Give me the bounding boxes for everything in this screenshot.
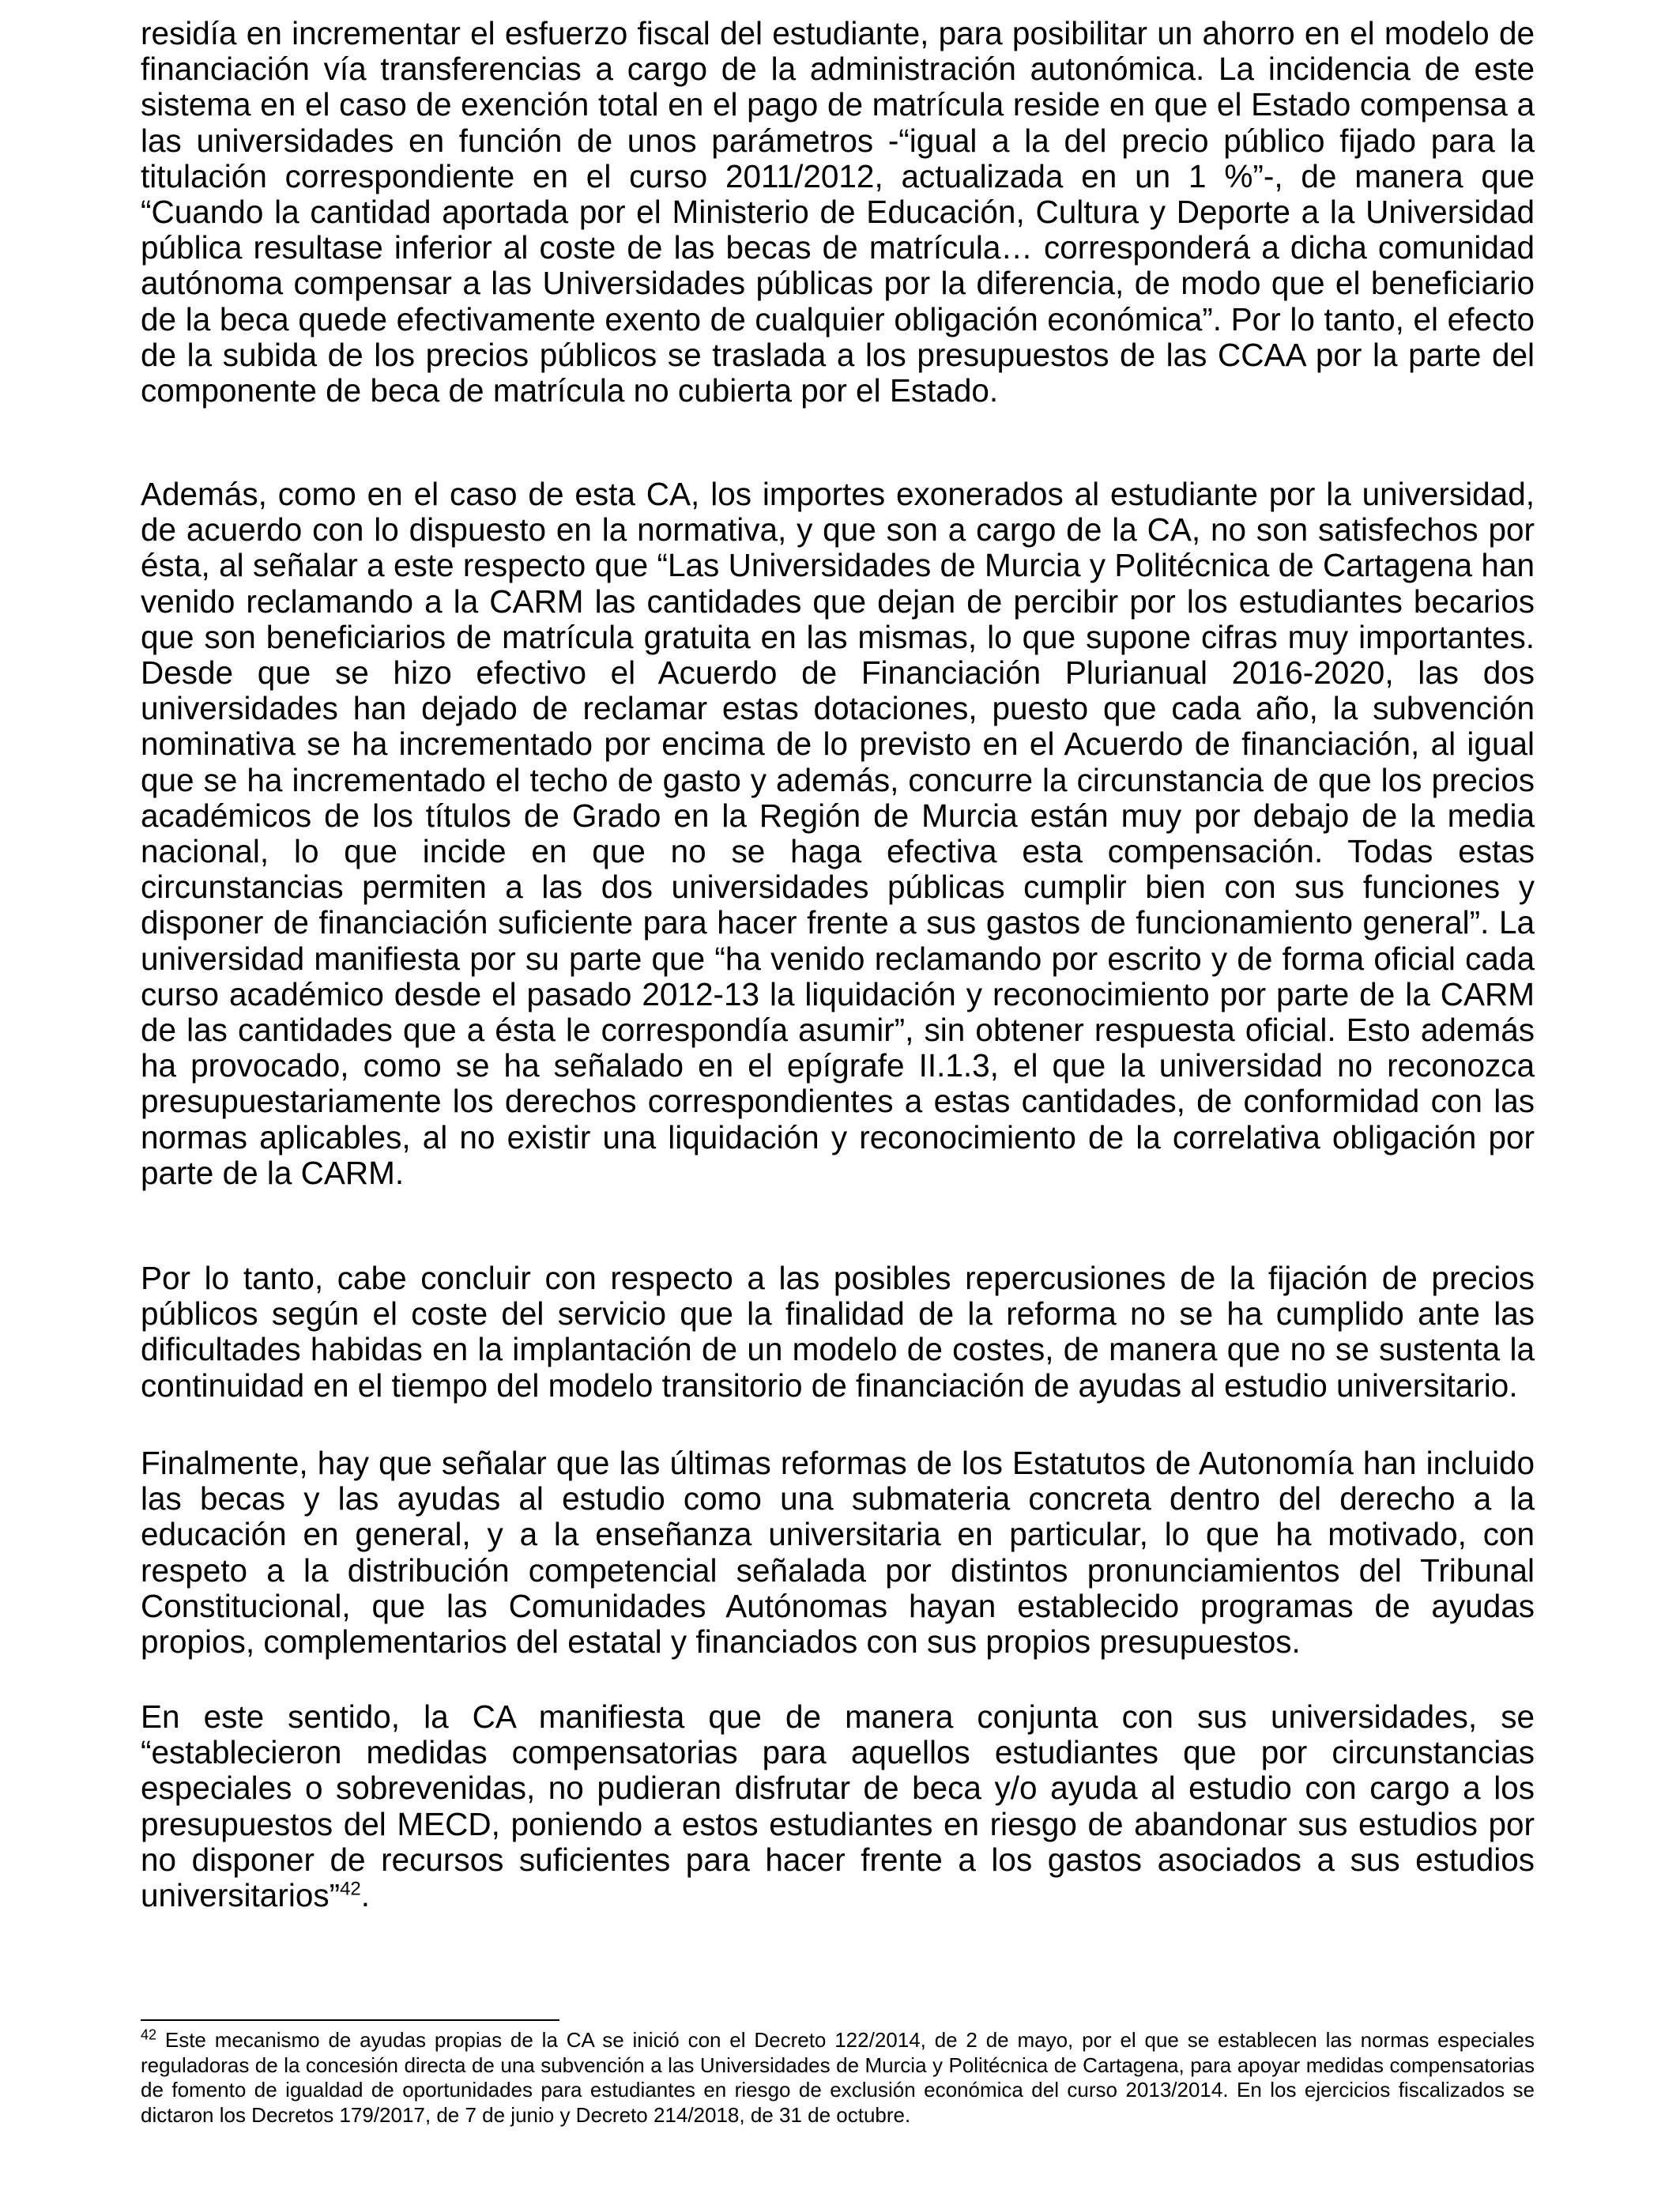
footnote-text: Este mecanismo de ayudas propias de la CA se inició con el Decreto 122/2014, de 2 de mayo, por el que se establecen las normas especiales reguladoras de la concesión directa de una subvención a las Universidades de Murcia y Politécnica de Cartagena, para apoyar medidas compensatorias de fomento de igualdad de oportunidades para estudiantes en riesgo de exclusión económica del curso 2013/2014. En los ejercicios fiscalizados se dictaron los Decretos 179/2017, de 7 de junio y Decreto 214/2018, de 31 de octubre.	[141, 2028, 1535, 2127]
footnote-reference[interactable]: 42	[340, 1878, 361, 1900]
paragraph-5-trailing: .	[360, 1877, 371, 1914]
paragraph-5	[141, 1699, 1535, 1913]
paragraph-1: residía en incrementar el esfuerzo fiscal del estudiante, para posibilitar un ahorro en el modelo de financiación vía transferencias a cargo de la administración autonómica. La incidencia de este sistema en el caso de exención total en el pago de matrícula reside en que el Estado compensa a las universidades en función de unos parámetros -“igual a la del precio público fijado para la titulación correspondiente en el curso 2011/2012, actualizada en un 1 %”-, de manera que “Cuando la cantidad aportada por el Ministerio de Educación, Cultura y Deporte a la Universidad pública resultase inferior al coste de las becas de matrícula… corresponderá a dicha comunidad autónoma compensar a las Universidades públicas por la diferencia, de modo que el beneficiario de la beca quede efectivamente exento de cualquier obligación económica”. Por lo tanto, el efecto de la subida de los precios públicos se traslada a los presupuestos de las CCAA por la parte del componente de beca de matrícula no cubierta por el Estado.	[141, 15, 1535, 409]
paragraph-5-text: En este sentido, la CA manifiesta que de manera conjunta con sus universidades, se “establecieron medidas compensatorias para aquellos estudiantes que por circunstancias especiales o sobrevenidas, no pudieran disfrutar de beca y/o ayuda al estudio con cargo a los presupuestos del MECD, poniendo a estos estudiantes en riesgo de abandonar sus estudios por no disponer de recursos suficientes para hacer frente a los gastos asociados a sus estudios universitarios”	[141, 1698, 1535, 1914]
footnote-separator	[141, 2019, 559, 2021]
paragraph-2: Además, como en el caso de esta CA, los importes exonerados al estudiante por la universidad, de acuerdo con lo dispuesto en la normativa, y que son a cargo de la CA, no son satisfechos por ésta, al señalar a este respecto que “Las Universidades de Murcia y Politécnica de Cartagena han venido reclamando a la CARM las cantidades que dejan de percibir por los estudiantes becarios que son beneficiarios de matrícula gratuita en las mismas, lo que supone cifras muy importantes. Desde que se hizo efectivo el Acuerdo de Financiación Plurianual 2016-2020, las dos universidades han dejado de reclamar estas dotaciones, puesto que cada año, la subvención nominativa se ha incrementado por encima de lo previsto en el Acuerdo de financiación, al igual que se ha incrementado el techo de gasto y además, concurre la circunstancia de que los precios académicos de los títulos de Grado en la Región de Murcia están muy por debajo de la media nacional, lo que incide en que no se haga efectiva esta compensación. Todas estas circunstancias permiten a las dos universidades públicas cumplir bien con sus funciones y disponer de financiación suficiente para hacer frente a sus gastos de funcionamiento general”. La universidad manifiesta por su parte que “ha venido reclamando por escrito y de forma oficial cada curso académico desde el pasado 2012-13 la liquidación y reconocimiento por parte de la CARM de las cantidades que a ésta le correspondía asumir”, sin obtener respuesta oficial. Esto además ha provocado, como se ha señalado en el epígrafe II.1.3, el que la universidad no reconozca presupuestariamente los derechos correspondientes a estas cantidades, de conformidad con las normas aplicables, al no existir una liquidación y reconocimiento de la correlativa obligación por parte de la CARM.	[141, 476, 1535, 1191]
footnote-number: 42	[141, 2026, 157, 2043]
paragraph-4: Finalmente, hay que señalar que las últimas reformas de los Estatutos de Autonomía han incluido las becas y las ayudas al estudio como una submateria concreta dentro del derecho a la educación en general, y a la enseñanza universitaria en particular, lo que ha motivado, con respeto a la distribución competencial señalada por distintos pronunciamientos del Tribunal Constitucional, que las Comunidades Autónomas hayan establecido programas de ayudas propios, complementarios del estatal y financiados con sus propios presupuestos.	[141, 1445, 1535, 1661]
footnote	[141, 2028, 1535, 2128]
paragraph-3: Por lo tanto, cabe concluir con respecto a las posibles repercusiones de la fijación de precios públicos según el coste del servicio que la finalidad de la reforma no se ha cumplido ante las dificultades habidas en la implantación de un modelo de costes, de manera que no se sustenta la continuidad en el tiempo del modelo transitorio de financiación de ayudas al estudio universitario.	[141, 1260, 1535, 1404]
